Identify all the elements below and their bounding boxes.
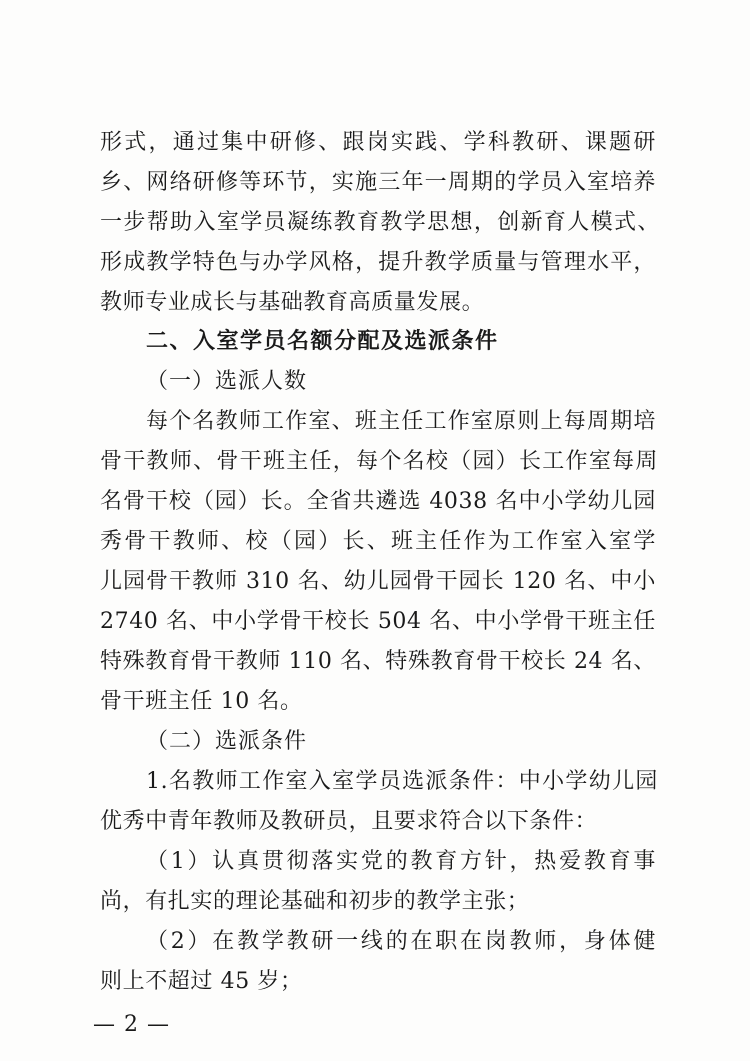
paragraph-line: 乡、网络研修等环节，实施三年一周期的学员入室培养 [100,170,656,195]
paragraph-line: 名骨干校（园）长。全省共遴选 4038 名中小学幼儿园 [100,489,656,514]
page-number: — 2 — [93,1012,170,1037]
paragraph-line: 秀骨干教师、校（园）长、班主任作为工作室入室学 [100,529,656,554]
paragraph-line: 形成教学特色与办学风格，提升教学质量与管理水平， [100,250,656,275]
paragraph-line: 骨干班主任 10 名。 [100,689,303,714]
paragraph-line: 教师专业成长与基础教育高质量发展。 [100,290,485,315]
paragraph-line: 优秀中青年教师及教研员，且要求符合以下条件： [100,809,598,834]
paragraph-line: 儿园骨干教师 310 名、幼儿园骨干园长 120 名、中小 [100,569,656,594]
paragraph-line: 则上不超过 45 岁； [100,969,303,994]
paragraph-line: （2）在教学教研一线的在职在岗教师，身体健 [146,929,656,954]
paragraph-line: 2740 名、中小学骨干校长 504 名、中小学骨干班主任 [100,609,656,634]
paragraph-line: 形式，通过集中研修、跟岗实践、学科教研、课题研 [100,130,656,155]
paragraph-line: 尚，有扎实的理论基础和初步的教学主张； [100,889,530,914]
paragraph-line: 1.名教师工作室入室学员选派条件：中小学幼儿园 [146,769,658,794]
paragraph-line: 一步帮助入室学员凝练教育教学思想，创新育人模式、 [100,210,660,235]
section-heading: 二、入室学员名额分配及选派条件 [146,329,499,354]
paragraph-line: 骨干教师、骨干班主任，每个名校（园）长工作室每周 [100,449,658,474]
subsection-heading: （二）选派条件 [146,729,308,754]
paragraph-line: 特殊教育骨干教师 110 名、特殊教育骨干校长 24 名、 [100,649,656,674]
paragraph-line: 每个名教师工作室、班主任工作室原则上每周期培 [146,409,656,434]
subsection-heading: （一）选派人数 [146,369,308,394]
paragraph-line: （1）认真贯彻落实党的教育方针，热爱教育事 [146,849,656,874]
